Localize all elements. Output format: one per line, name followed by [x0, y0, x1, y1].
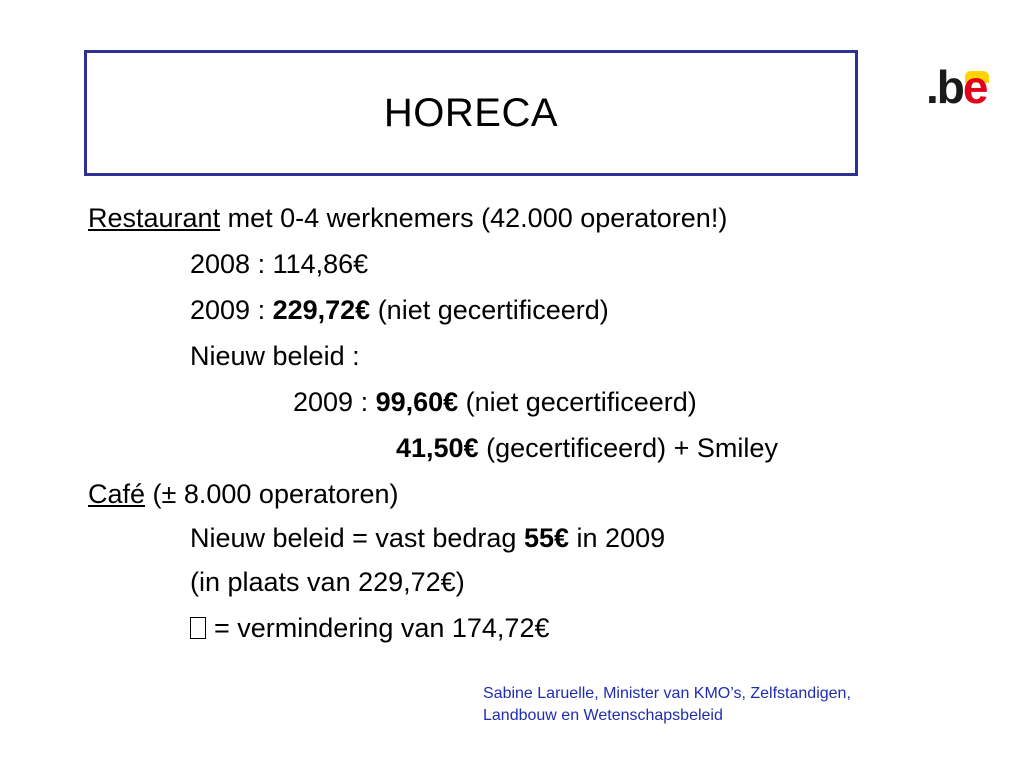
- vast-bedrag-amount: 55€: [523, 523, 570, 553]
- line-nieuw-beleid: [190, 340, 360, 372]
- bullet-restaurant: [88, 202, 727, 234]
- slide-title-box: [84, 50, 858, 176]
- line-vast-bedrag: [190, 522, 665, 554]
- restaurant-desc: met 0-4 werknemers (42.000 operatoren!): [220, 203, 728, 233]
- line-2009-amount: 229,72€: [272, 295, 371, 325]
- logo-e: e: [962, 61, 987, 113]
- nieuw-beleid-label: Nieuw beleid :: [190, 341, 360, 371]
- line-2009-new-prefix: 2009 :: [293, 387, 376, 417]
- line-2009: [190, 294, 609, 326]
- bullet-cafe: [88, 478, 399, 510]
- restaurant-label: Restaurant: [88, 203, 221, 233]
- line-2009-new-amount: 99,60€: [375, 387, 459, 417]
- certified-suffix: (gecertificeerd) + Smiley: [478, 433, 778, 463]
- line-2009-prefix: 2009 :: [190, 295, 273, 325]
- line-2009-suffix: (niet gecertificeerd): [370, 295, 609, 325]
- line-2009-new-suffix: (niet gecertificeerd): [458, 387, 697, 417]
- footer-credit: [483, 683, 851, 727]
- cafe-desc: (± 8.000 operatoren): [145, 479, 399, 509]
- line-2008: [190, 248, 368, 280]
- logo-dot: .: [926, 61, 937, 113]
- line-2009-new: [293, 386, 697, 418]
- slide-title: HORECA: [383, 90, 559, 135]
- line-certified: [396, 432, 778, 464]
- in-plaats-van-text: (in plaats van 229,72€): [190, 567, 465, 597]
- certified-amount: 41,50€: [396, 433, 479, 463]
- footer-line-1: Sabine Laruelle, Minister van KMO’s, Zelfstandigen,: [483, 685, 851, 702]
- line-vermindering: [190, 612, 549, 644]
- footer-line-2: Landbouw en Wetenschapsbeleid: [483, 707, 723, 724]
- vermindering-text: = vermindering van 174,72€: [214, 613, 550, 643]
- vast-bedrag-prefix: Nieuw beleid = vast bedrag: [190, 523, 524, 553]
- line-in-plaats-van: [190, 566, 465, 598]
- logo-b: b: [936, 61, 963, 113]
- vast-bedrag-suffix: in 2009: [569, 523, 666, 553]
- be-logo: [926, 62, 986, 112]
- line-2008-text: 2008 : 114,86€: [190, 249, 369, 279]
- arrow-glyph-icon: [190, 617, 206, 639]
- cafe-label: Café: [88, 479, 146, 509]
